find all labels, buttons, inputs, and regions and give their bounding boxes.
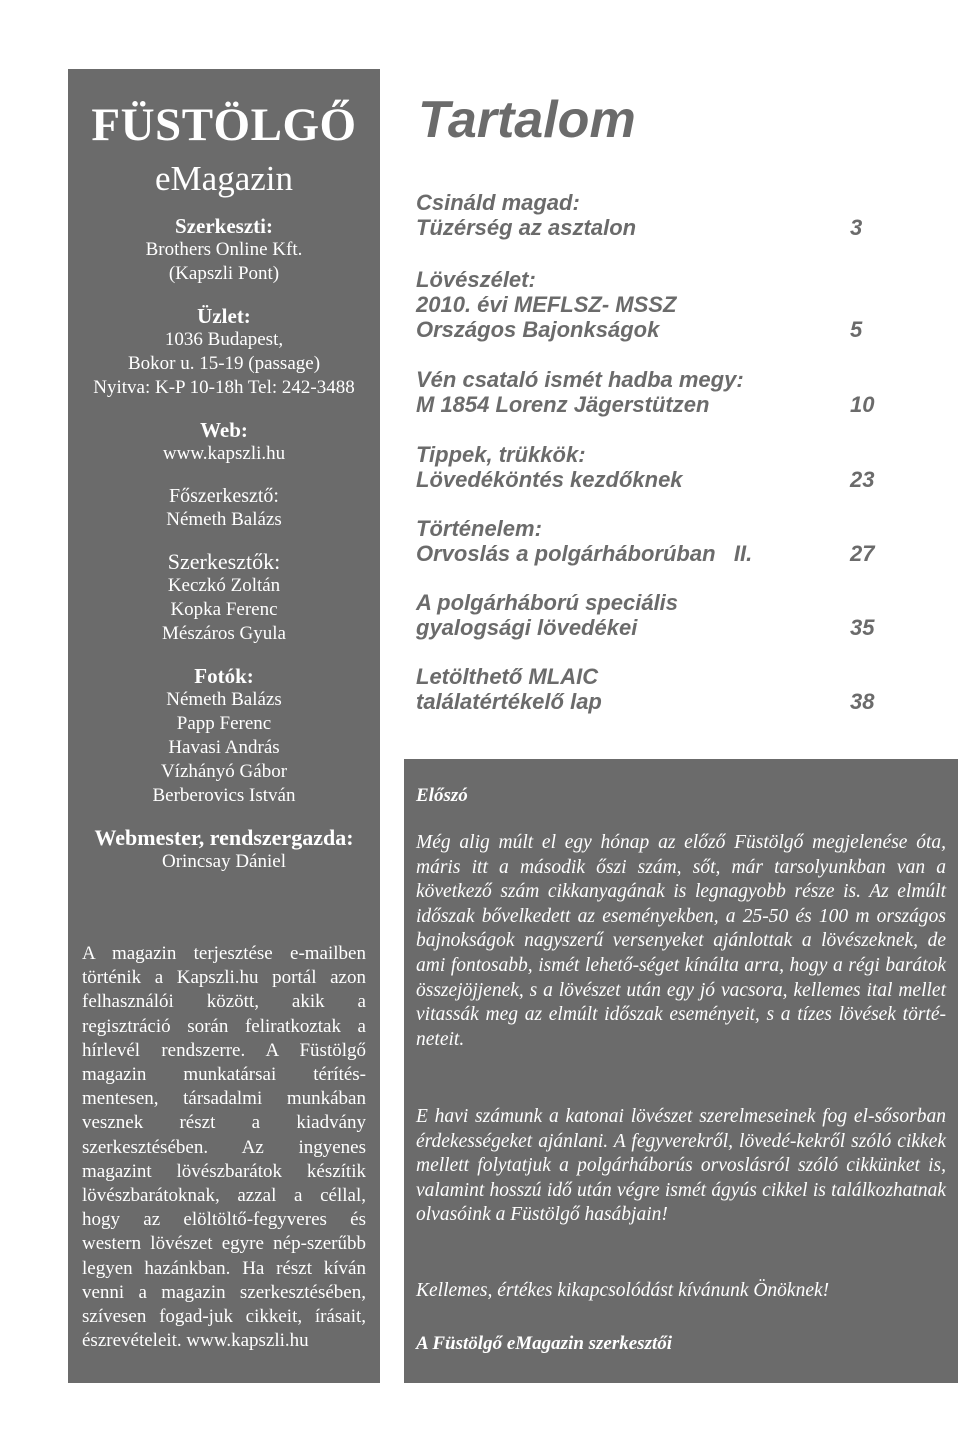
toc-item[interactable]	[416, 442, 886, 492]
toc-page-number: 35	[850, 615, 875, 640]
credit-line: www.kapszli.hu	[162, 443, 286, 464]
magazine-title: FÜSTÖLGŐ	[91, 99, 357, 151]
toc-item-title: Tüzérség az asztalon	[416, 215, 637, 240]
credit-label: Webmester, rendszergazda:	[94, 825, 354, 850]
toc-page-number: 27	[850, 541, 875, 566]
credit-label: Fotók:	[194, 664, 254, 688]
credit-line: (Kapszli Pont)	[168, 263, 280, 284]
credit-label: Üzlet:	[197, 304, 251, 328]
credit-line: Nyitva: K-P 10-18h Tel: 242-3488	[93, 377, 355, 398]
credit-label: Főszerkesztő:	[169, 485, 279, 507]
toc-item[interactable]	[416, 664, 886, 714]
toc-page-number: 38	[850, 689, 875, 714]
credit-label: Szerkesztők:	[167, 549, 281, 574]
toc-item-title: A polgárháború speciális	[416, 590, 679, 615]
credit-label: Web:	[200, 418, 248, 442]
toc-item-title: Országos Bajonkságok	[416, 317, 660, 342]
credit-line: Havasi András	[168, 737, 280, 758]
credit-line: Vízhányó Gábor	[160, 761, 288, 782]
preface-paragraph-1: Még alig múlt el egy hónap az előző Füstölgő megjelenése óta, máris itt a második őszi szám, sőt, már tarsolyunkban van a következő szám cikkanyagának is legnagyobb része is. Az elmúlt időszak bővelkedett az eseményekben, a 25-50 és 100 m országos bajnokságok nagyszerű versenyeket ajánlottak a lövészeknek, de ami fontosabb, ismét lehető-séget kínálta arra, hogy a régi barátok összejöjjenek, s a lövészet után egy jó vacsora, kellemes ital mellet vitassák meg az elmúlt időszak eseményeit, s a tízes lövések törté-neteit.	[416, 832, 946, 1050]
toc-item-title: találatértékelő lap	[416, 689, 602, 714]
credit-line: Németh Balázs	[166, 689, 282, 710]
preface-panel	[404, 759, 958, 1383]
credit-line: Németh Balázs	[166, 509, 282, 530]
credit-line: Mészáros Gyula	[162, 623, 286, 644]
toc-item[interactable]	[416, 267, 886, 342]
toc-item-title: Csináld magad:	[416, 190, 580, 215]
preface-signature: A Füstölgő eMagazin szerkesztői	[416, 1333, 673, 1354]
credit-line: Orincsay Dániel	[162, 851, 286, 872]
credit-label: Szerkeszti:	[175, 214, 273, 238]
toc-page-number: 23	[850, 467, 875, 492]
toc-item-title: gyalogsági lövedékei	[416, 615, 638, 640]
masthead-credits	[68, 214, 380, 874]
toc-item[interactable]	[416, 190, 886, 240]
toc-item-title: Letölthető MLAIC	[416, 664, 599, 689]
toc-item-title: Lövészélet:	[416, 267, 536, 292]
toc-item-title: Lövedéköntés kezdőknek	[416, 467, 683, 492]
credit-line: Papp Ferenc	[176, 713, 272, 734]
toc-item[interactable]	[416, 590, 886, 640]
toc-item-title: Orvoslás a polgárháborúban II.	[416, 541, 753, 566]
toc-item-title: 2010. évi MEFLSZ- MSSZ	[416, 292, 677, 317]
toc-item-title: M 1854 Lorenz Jägerstützen	[416, 392, 710, 417]
toc-item-title: Vén csataló ismét hadba megy:	[416, 367, 744, 392]
credit-line: 1036 Budapest,	[164, 329, 284, 350]
magazine-subtitle: eMagazin	[155, 159, 293, 198]
credit-line: Bokor u. 15-19 (passage)	[127, 353, 321, 374]
preface-paragraph-2: E havi számunk a katonai lövészet szerelmeseinek fog el-sősorban érdekességeket ajánlani. A fegyverekről, lövedé-kekről szóló cikkek mellett folytatjuk a polgárháborús orvoslásról szóló cikkünket is, valamint hosszú idő után végre ismét ágyús cikkel is találkozhatnak olvasóink a Füstölgő hasábjain!	[416, 1106, 946, 1226]
credit-line: Berberovics István	[152, 785, 296, 806]
preface-paragraph-3: Kellemes, értékes kikapcsolódást kívánunk Önöknek!	[416, 1280, 830, 1301]
credit-line: Brothers Online Kft.	[145, 239, 303, 260]
toc-page-number: 3	[850, 215, 863, 240]
toc-title: Tartalom	[418, 91, 636, 149]
toc-item[interactable]	[416, 367, 886, 417]
toc-item-title: Történelem:	[416, 516, 542, 541]
credit-line: Kopka Ferenc	[170, 599, 278, 620]
credit-line: Keczkó Zoltán	[167, 575, 281, 596]
preface-heading: Előszó	[416, 785, 468, 806]
toc-item[interactable]	[416, 516, 886, 566]
toc-page-number: 10	[850, 392, 875, 417]
toc-item-title: Tippek, trükkök:	[416, 442, 586, 467]
masthead-panel	[68, 69, 380, 1383]
toc-page-number: 5	[850, 317, 863, 342]
distribution-text: A magazin terjesztése e-mailben történik a Kapszli.hu portál azon felhasználói között, akik a regisztráció során feliratkoztak a hírlevél rendszerre. A Füstölgő magazin munkatársai térítés-mentesen, társadalmi munkában vesznek részt a kiadvány szerkesztésében. Az ingyenes magazint lövészbarátok készítik lövészbarátoknak, azzal a céllal, hogy az elöltöltő-fegyveres és western lövészet egyre nép-szerűbb legyen hazánkban. Ha részt kíván venni a magazin szerkesztésében, szívesen fogad-juk cikkeit, írásait, észrevételeit. www.kapszli.hu	[82, 943, 366, 1352]
